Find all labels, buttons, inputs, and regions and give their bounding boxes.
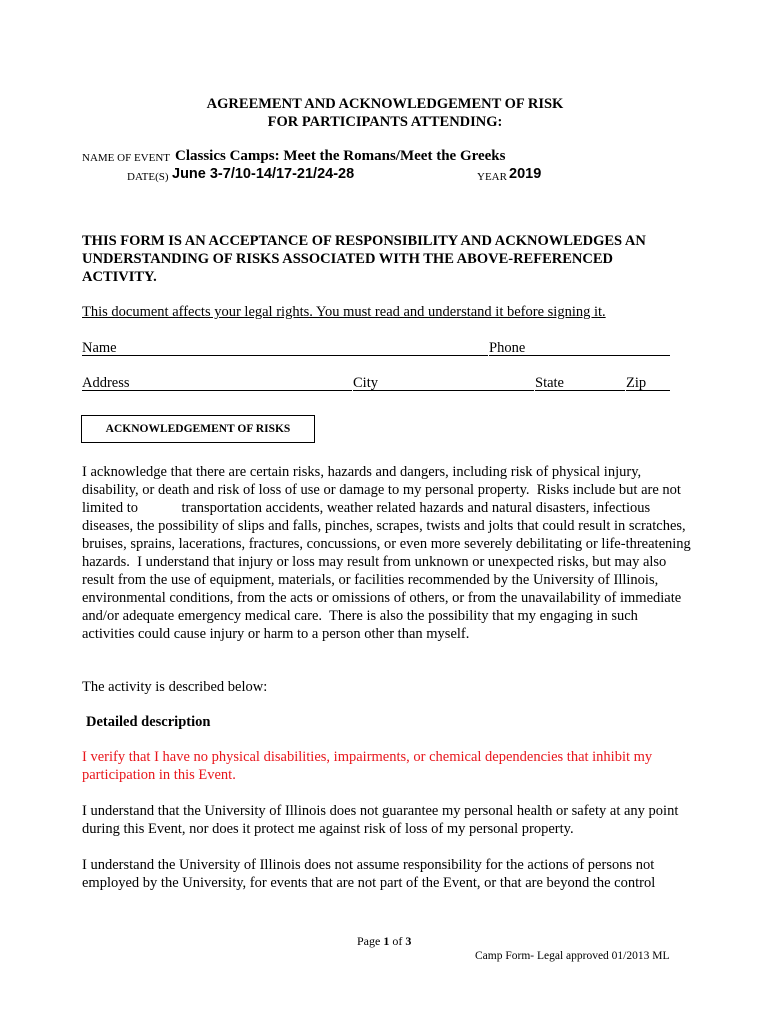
address-field[interactable]	[82, 390, 352, 391]
state-field[interactable]	[535, 390, 625, 391]
activity-intro: The activity is described below:	[82, 679, 268, 695]
event-year-value: 2019	[509, 166, 542, 182]
event-name-label: NAME OF EVENT	[82, 152, 170, 164]
page-prefix: Page	[357, 934, 384, 948]
responsibility-statement: I understand the University of Illinois does not assume responsibility for the actions of persons not employed by the University, for events that are not part of the Event, or that are beyond the control	[82, 857, 656, 891]
safety-statement: I understand that the University of Illinois does not guarantee my personal health or safety at any point during this Event, nor does it protect me against risk of loss of my personal property.	[82, 803, 679, 837]
acknowledgement-of-risks-heading: ACKNOWLEDGEMENT OF RISKS	[81, 415, 315, 443]
city-field[interactable]	[353, 390, 534, 391]
city-label: City	[353, 375, 378, 391]
form-approval-note: Camp Form- Legal approved 01/2013 ML	[475, 950, 670, 962]
address-label: Address	[82, 375, 130, 391]
phone-label: Phone	[489, 340, 526, 356]
risk-acknowledgement-paragraph: I acknowledge that there are certain risks, hazards and dangers, including risk of physical injury, disability, or death and risk of loss of use or damage to my personal property. Risks include but are not limited to transportation accidents, weather related hazards and natural disasters, infectious diseases, the possibility of slips and falls, pinches, scrapes, twists and jolts that could result in scratches, bruises, sprains, lacerations, fractures, concussions, or even more severely debilitating or life-threatening hazards. I understand that injury or loss may result from unknown or unexpected risks, but may also result from the use of equipment, materials, or facilities recommended by the University of Illinois, environmental conditions, from the acts or omissions of others, or from the unavailability of immediate and/or adequate emergency medical care. There is also the possibility that my engaging in such activities could cause injury or harm to a person other than myself.	[82, 464, 695, 642]
event-name-value: Classics Camps: Meet the Romans/Meet the Greeks	[175, 148, 506, 164]
document-title-line-1: AGREEMENT AND ACKNOWLEDGEMENT OF RISK	[206, 96, 564, 112]
page-of: of	[389, 934, 406, 948]
state-label: State	[535, 375, 564, 391]
detailed-description-heading: Detailed description	[86, 714, 211, 730]
event-year-label: YEAR	[477, 171, 507, 183]
page-total: 3	[405, 934, 412, 948]
document-title-line-2: FOR PARTICIPANTS ATTENDING:	[267, 114, 503, 130]
event-dates-value: June 3-7/10-14/17-21/24-28	[172, 166, 355, 182]
name-label: Name	[82, 340, 117, 356]
acceptance-notice: THIS FORM IS AN ACCEPTANCE OF RESPONSIBILITY AND ACKNOWLEDGES AN UNDERSTANDING OF RISKS ASSOCIATED WITH THE ABOVE-REFERENCED ACTIVITY.	[82, 233, 646, 285]
page-number	[357, 934, 411, 949]
name-field[interactable]	[82, 355, 488, 356]
legal-rights-notice: This document affects your legal rights. You must read and understand it before signing it.	[82, 304, 606, 320]
verification-statement: I verify that I have no physical disabilities, impairments, or chemical dependencies that inhibit my participation in this Event.	[82, 749, 653, 783]
page-current: 1	[383, 934, 390, 948]
zip-label: Zip	[626, 375, 647, 391]
phone-field[interactable]	[489, 355, 670, 356]
event-dates-label: DATE(S)	[127, 171, 169, 183]
zip-field[interactable]	[626, 390, 670, 391]
